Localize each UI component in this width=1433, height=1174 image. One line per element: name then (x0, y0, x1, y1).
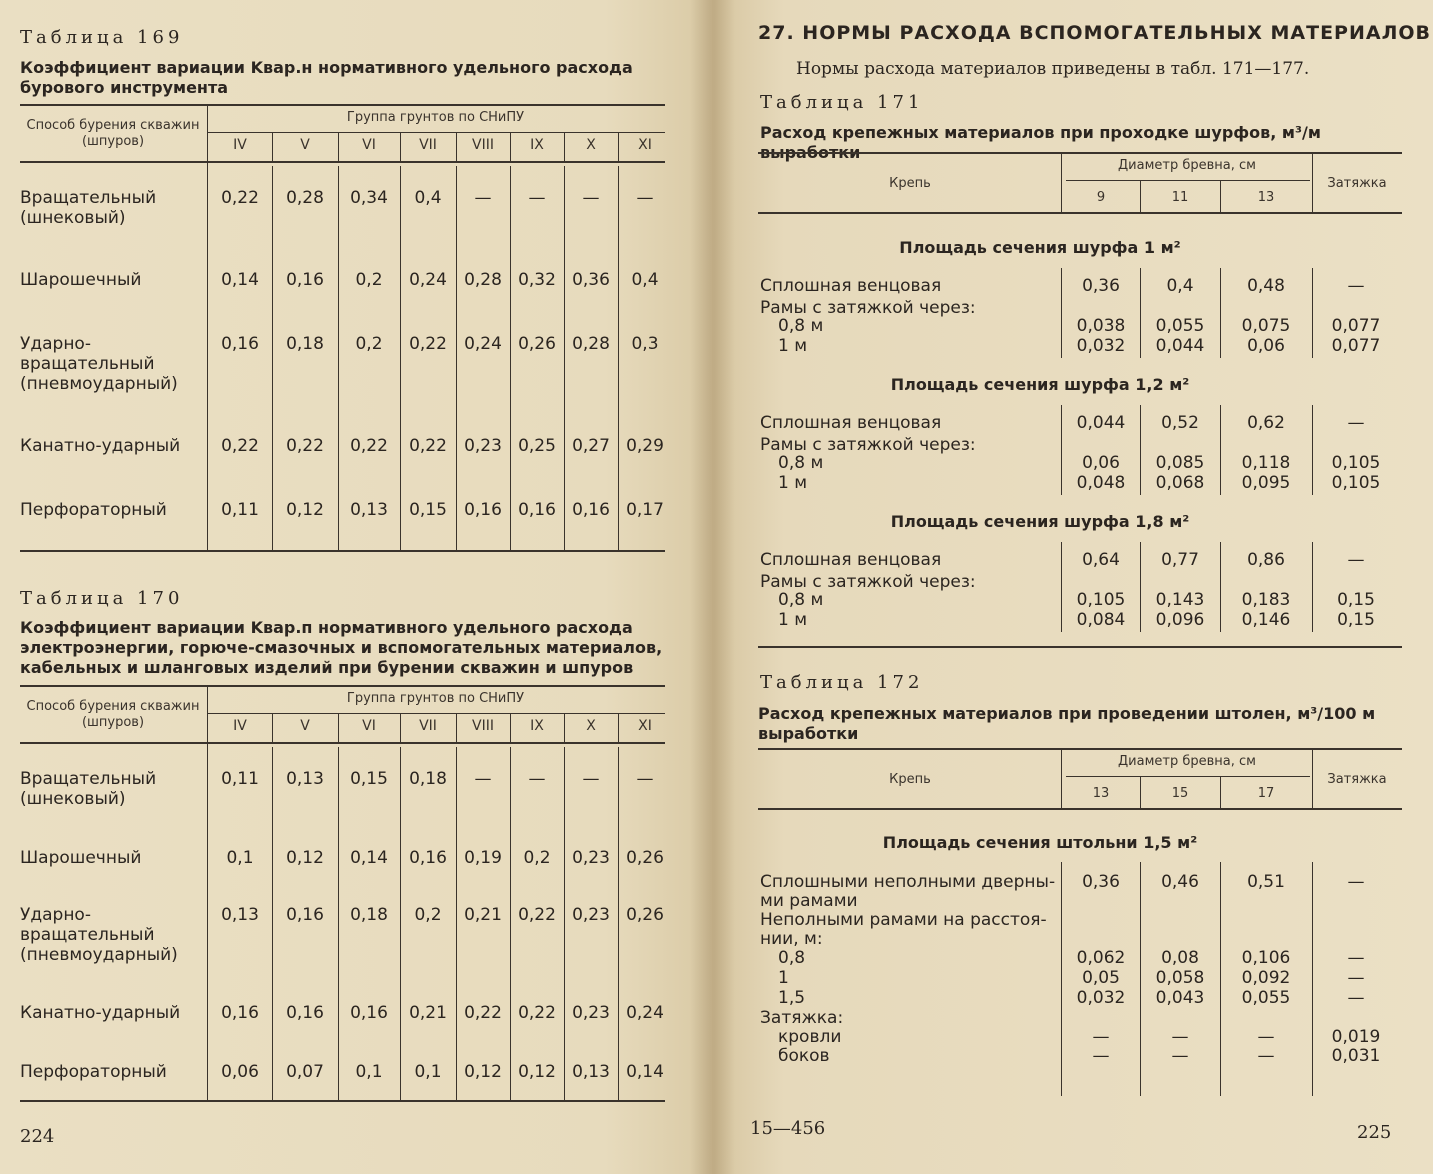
column-divider (338, 166, 339, 550)
table-bottom-rule (758, 646, 1402, 648)
table-cell: 0,23 (572, 1003, 610, 1023)
table-cell: 0,044 (1076, 413, 1126, 433)
table-cell: 0,146 (1241, 610, 1291, 630)
column-divider (456, 132, 457, 161)
table-cell: — (1257, 1027, 1275, 1047)
table-cell: 0,24 (409, 270, 447, 290)
table-cell: 0,105 (1331, 473, 1381, 493)
table-cell: 0,16 (572, 500, 610, 520)
column-divider (400, 713, 401, 742)
diameter-column-header: Диаметр бревна, см (1118, 754, 1256, 769)
section-heading (758, 22, 1431, 44)
table-cell: 0,12 (464, 1062, 502, 1082)
table-cell: 0,2 (414, 905, 442, 925)
method-column-header: Способ бурения скважин (шпуров) (26, 118, 200, 149)
column-divider (1061, 152, 1062, 212)
table-top-rule (758, 152, 1402, 154)
table-cell: 0,12 (518, 1062, 556, 1082)
table-cell: 0,038 (1076, 316, 1126, 336)
table-cell: 0,095 (1241, 473, 1291, 493)
group-numeral: VI (362, 718, 376, 734)
table-cell: 0,16 (350, 1003, 388, 1023)
section-title: Площадь сечения шурфа 1 м² (899, 238, 1181, 257)
column-divider (618, 713, 619, 742)
table-cell: 0,15 (350, 769, 388, 789)
table-cell: 0,105 (1331, 453, 1381, 473)
group-numeral: IX (530, 137, 544, 153)
table-cell: 0,085 (1155, 453, 1205, 473)
group-header-rule (208, 713, 665, 714)
table-row-label: кровли (778, 1027, 842, 1047)
table-cell: 0,16 (518, 500, 556, 520)
table-row-label: Ударно-вращательный (пневмоударный) (20, 905, 178, 965)
table-cell: 0,055 (1155, 316, 1205, 336)
table-cell: 0,18 (350, 905, 388, 925)
table-row-label: Шарошечный (20, 848, 142, 868)
column-divider (456, 713, 457, 742)
table-cell: 0,055 (1241, 988, 1291, 1008)
table-top-rule (20, 104, 665, 106)
table-cell: 0,86 (1247, 550, 1285, 570)
group-numeral: V (300, 718, 310, 734)
table-cell: 0,084 (1076, 610, 1126, 630)
table-row-label: Сплошными неполными дверны- (760, 872, 1056, 892)
table-row-label: 0,8 м (778, 590, 824, 610)
table-cell: — (1347, 968, 1365, 988)
table-cell: 0,075 (1241, 316, 1291, 336)
table-171-title: Расход крепежных материалов при проходке шурфов, м³/м выработки (760, 123, 1321, 162)
table-cell: 0,14 (350, 848, 388, 868)
table-170-title: Коэффициент вариации Kвар.п нормативного удельного расхода электроэнергии, горюче-смазочных и вспомогательных материалов, кабельных и шланговых изделий при бурении скважин и шпуров (20, 618, 663, 677)
group-numeral: X (586, 137, 596, 153)
column-divider (618, 132, 619, 161)
table-row-label: Ударно-вращательный (пневмоударный) (20, 334, 178, 394)
table-cell: 0,28 (572, 334, 610, 354)
table-row-label: Шарошечный (20, 270, 142, 290)
table-cell: 0,28 (464, 270, 502, 290)
table-row-label: Перфораторный (20, 1062, 167, 1082)
table-cell: 0,46 (1161, 872, 1199, 892)
page-number-left: 224 (20, 1126, 55, 1147)
table-cell: 0,106 (1241, 948, 1291, 968)
page-number-right: 225 (1357, 1122, 1392, 1143)
column-divider (510, 713, 511, 742)
table-cell: 0,77 (1161, 550, 1199, 570)
table-row-label: 0,8 м (778, 453, 824, 473)
diameter-value: 15 (1171, 786, 1189, 801)
table-cell: 0,36 (1082, 872, 1120, 892)
group-column-header: Группа грунтов по СНиПУ (346, 691, 525, 706)
table-cell: 0,08 (1161, 948, 1199, 968)
group-header-rule (208, 132, 665, 133)
table-cell: 0,36 (572, 270, 610, 290)
table-171-label: Таблица 171 (760, 92, 924, 113)
header-bottom-rule (20, 161, 665, 163)
group-numeral: XI (638, 137, 652, 153)
table-row-label: Рамы с затяжкой через: (760, 435, 976, 455)
table-cell: 0,64 (1082, 550, 1120, 570)
diameter-header-rule (1066, 180, 1310, 181)
table-top-rule (758, 748, 1402, 750)
column-divider (1140, 776, 1141, 808)
table-cell: 0,21 (464, 905, 502, 925)
group-numeral: VIII (472, 137, 494, 153)
column-divider (564, 713, 565, 742)
section-heading-text: НОРМЫ РАСХОДА ВСПОМОГАТЕЛЬНЫХ МАТЕРИАЛОВ (802, 22, 1431, 44)
table-cell: 0,058 (1155, 968, 1205, 988)
table-cell: 0,26 (518, 334, 556, 354)
table-cell: 0,4 (414, 188, 442, 208)
group-numeral: VII (419, 137, 437, 153)
table-top-rule (20, 685, 665, 687)
table-cell: 0,13 (286, 769, 324, 789)
table-cell: — (474, 769, 492, 789)
table-cell: 0,26 (626, 905, 664, 925)
table-row-label: 0,8 м (778, 316, 824, 336)
table-cell: 0,096 (1155, 610, 1205, 630)
table-cell: — (1171, 1046, 1189, 1066)
section-title: Площадь сечения штольни 1,5 м² (882, 833, 1198, 852)
table-cell: 0,16 (286, 270, 324, 290)
table-row-label: боков (778, 1046, 830, 1066)
column-divider (1140, 180, 1141, 212)
table-cell: 0,22 (464, 1003, 502, 1023)
table-cell: — (1347, 948, 1365, 968)
table-row-label: Канатно-ударный (20, 1003, 181, 1023)
table-cell: 0,23 (572, 905, 610, 925)
table-cell: 0,23 (572, 848, 610, 868)
table-cell: 0,28 (286, 188, 324, 208)
zatyazhka-column-header: Затяжка (1327, 176, 1387, 191)
table-cell: 0,019 (1331, 1027, 1381, 1047)
table-cell: 0,34 (350, 188, 388, 208)
table-cell: — (528, 769, 546, 789)
table-row-label: Вращательный (шнековый) (20, 188, 157, 228)
table-cell: 0,12 (286, 848, 324, 868)
table-cell: 0,06 (1082, 453, 1120, 473)
table-cell: 0,16 (286, 1003, 324, 1023)
table-cell: 0,48 (1247, 276, 1285, 296)
group-numeral: X (586, 718, 596, 734)
table-cell: 0,12 (286, 500, 324, 520)
table-cell: 0,52 (1161, 413, 1199, 433)
table-cell: 0,06 (1247, 336, 1285, 356)
table-cell: 0,22 (221, 188, 259, 208)
table-cell: 0,183 (1241, 590, 1291, 610)
section-title: Площадь сечения шурфа 1,8 м² (890, 512, 1190, 531)
table-cell: 0,1 (226, 848, 254, 868)
column-divider (1061, 748, 1062, 808)
diameter-header-rule (1066, 776, 1310, 777)
table-cell: 0,26 (626, 848, 664, 868)
table-cell: 0,17 (626, 500, 664, 520)
table-bottom-rule (20, 550, 665, 552)
table-cell: 0,4 (1166, 276, 1194, 296)
table-cell: — (1257, 1046, 1275, 1066)
table-cell: — (1347, 872, 1365, 892)
table-cell: 0,22 (409, 334, 447, 354)
column-divider (272, 713, 273, 742)
column-divider (338, 713, 339, 742)
table-cell: 0,2 (355, 270, 383, 290)
book-gutter (690, 0, 735, 1174)
table-cell: 0,118 (1241, 453, 1291, 473)
header-bottom-rule (758, 212, 1402, 214)
table-cell: 0,15 (1337, 590, 1375, 610)
table-cell: 0,62 (1247, 413, 1285, 433)
table-row-label: Сплошная венцовая (760, 413, 942, 433)
table-cell: 0,16 (464, 500, 502, 520)
table-row-label: Канатно-ударный (20, 436, 181, 456)
table-cell: 0,22 (518, 905, 556, 925)
krep-column-header: Крепь (889, 772, 931, 787)
diameter-column-header: Диаметр бревна, см (1118, 158, 1256, 173)
table-cell: — (1347, 988, 1365, 1008)
group-column-header: Группа грунтов по СНиПУ (346, 110, 525, 125)
table-cell: 0,36 (1082, 276, 1120, 296)
table-row-label: Неполными рамами на расстоя- (760, 910, 1047, 930)
table-cell: 0,2 (523, 848, 551, 868)
table-cell: 0,048 (1076, 473, 1126, 493)
table-cell: 0,22 (518, 1003, 556, 1023)
table-cell: 0,21 (409, 1003, 447, 1023)
table-row-label: Сплошная венцовая (760, 276, 942, 296)
table-row-label: Перфораторный (20, 500, 167, 520)
column-divider (510, 166, 511, 550)
table-row-label: Сплошная венцовая (760, 550, 942, 570)
table-cell: 0,06 (221, 1062, 259, 1082)
column-divider (272, 166, 273, 550)
column-divider (207, 685, 208, 1100)
table-row-label: Рамы с затяжкой через: (760, 298, 976, 318)
group-numeral: IX (530, 718, 544, 734)
table-cell: 0,13 (572, 1062, 610, 1082)
table-cell: 0,068 (1155, 473, 1205, 493)
table-172-title: Расход крепежных материалов при проведении штолен, м³/100 м выработки (758, 704, 1376, 743)
table-cell: 0,22 (286, 436, 324, 456)
column-divider (400, 166, 401, 550)
table-cell: 0,29 (626, 436, 664, 456)
column-divider (400, 132, 401, 161)
diameter-value: 13 (1257, 190, 1275, 205)
table-cell: 0,22 (409, 436, 447, 456)
table-cell: 0,16 (286, 905, 324, 925)
table-cell: 0,24 (464, 334, 502, 354)
diameter-value: 13 (1092, 786, 1110, 801)
table-cell: 0,27 (572, 436, 610, 456)
table-row-label: Рамы с затяжкой через: (760, 572, 976, 592)
group-numeral: VIII (472, 718, 494, 734)
table-cell: 0,031 (1331, 1046, 1381, 1066)
column-divider (510, 132, 511, 161)
table-cell: — (1347, 413, 1365, 433)
table-cell: — (636, 769, 654, 789)
table-cell: 0,1 (355, 1062, 383, 1082)
table-cell: 0,092 (1241, 968, 1291, 988)
diameter-value: 11 (1171, 190, 1189, 205)
table-cell: 0,16 (221, 1003, 259, 1023)
table-cell: — (1347, 550, 1365, 570)
column-divider (272, 132, 273, 161)
table-cell: — (582, 769, 600, 789)
method-column-header: Способ бурения скважин (шпуров) (26, 699, 200, 730)
column-divider (564, 166, 565, 550)
table-cell: 0,16 (221, 334, 259, 354)
table-cell: — (1092, 1027, 1110, 1047)
table-cell: 0,13 (350, 500, 388, 520)
table-cell: 0,05 (1082, 968, 1120, 988)
zatyazhka-column-header: Затяжка (1327, 772, 1387, 787)
table-cell: 0,043 (1155, 988, 1205, 1008)
column-divider (456, 166, 457, 550)
table-cell: — (1092, 1046, 1110, 1066)
group-numeral: VII (419, 718, 437, 734)
group-numeral: XI (638, 718, 652, 734)
table-cell: 0,077 (1331, 316, 1381, 336)
group-numeral: V (300, 137, 310, 153)
krep-column-header: Крепь (889, 176, 931, 191)
table-cell: 0,18 (286, 334, 324, 354)
table-169-label: Таблица 169 (20, 27, 184, 48)
table-cell: 0,22 (221, 436, 259, 456)
table-cell: 0,077 (1331, 336, 1381, 356)
column-divider (1220, 180, 1221, 212)
column-divider (1220, 776, 1221, 808)
table-cell: 0,32 (518, 270, 556, 290)
table-169-title: Коэффициент вариации Kвар.н нормативного удельного расхода бурового инструмента (20, 58, 633, 97)
table-cell: 0,16 (409, 848, 447, 868)
table-cell: 0,19 (464, 848, 502, 868)
column-divider (618, 166, 619, 550)
column-divider (338, 132, 339, 161)
table-cell: 0,032 (1076, 336, 1126, 356)
table-cell: 0,14 (626, 1062, 664, 1082)
table-cell: 0,15 (409, 500, 447, 520)
table-cell: — (1171, 1027, 1189, 1047)
table-cell: 0,032 (1076, 988, 1126, 1008)
table-cell: 0,044 (1155, 336, 1205, 356)
table-row-label: 1,5 (778, 988, 806, 1008)
table-cell: 0,4 (631, 270, 659, 290)
table-cell: — (528, 188, 546, 208)
table-bottom-rule (20, 1100, 665, 1102)
table-cell: 0,22 (350, 436, 388, 456)
table-cell: — (636, 188, 654, 208)
group-numeral: IV (233, 718, 247, 734)
table-cell: 0,23 (464, 436, 502, 456)
diameter-value: 9 (1096, 190, 1106, 205)
table-cell: 0,11 (221, 500, 259, 520)
table-cell: 0,14 (221, 270, 259, 290)
table-row-label: нии, м: (760, 929, 823, 949)
table-cell: 0,25 (518, 436, 556, 456)
table-cell: 0,18 (409, 769, 447, 789)
section-heading-number: 27. (758, 22, 795, 44)
table-row-label: Вращательный (шнековый) (20, 769, 157, 809)
table-row-label: 1 м (778, 610, 808, 630)
table-cell: 0,24 (626, 1003, 664, 1023)
table-cell: 0,11 (221, 769, 259, 789)
diameter-value: 17 (1257, 786, 1275, 801)
header-bottom-rule (758, 808, 1402, 810)
table-row-label: ми рамами (760, 891, 858, 911)
table-cell: 0,143 (1155, 590, 1205, 610)
table-cell: 0,15 (1337, 610, 1375, 630)
section-title: Площадь сечения шурфа 1,2 м² (890, 375, 1190, 394)
table-cell: 0,062 (1076, 948, 1126, 968)
table-cell: 0,2 (355, 334, 383, 354)
table-cell: 0,51 (1247, 872, 1285, 892)
table-row-label: 1 м (778, 336, 808, 356)
column-divider (207, 104, 208, 550)
table-cell: — (1347, 276, 1365, 296)
table-cell: 0,07 (286, 1062, 324, 1082)
column-divider (1312, 748, 1313, 808)
section-intro: Нормы расхода материалов приведены в табл. 171—177. (796, 59, 1310, 79)
left-page (0, 0, 712, 1174)
table-row-label: Затяжка: (760, 1008, 844, 1028)
header-bottom-rule (20, 742, 665, 744)
group-numeral: VI (362, 137, 376, 153)
table-172-label: Таблица 172 (760, 672, 924, 693)
table-row-label: 1 (778, 968, 789, 988)
group-numeral: IV (233, 137, 247, 153)
table-row-label: 1 м (778, 473, 808, 493)
printer-signature: 15—456 (750, 1118, 826, 1139)
table-cell: — (474, 188, 492, 208)
table-row-label: 0,8 (778, 948, 806, 968)
table-cell: 0,3 (631, 334, 659, 354)
table-cell: 0,105 (1076, 590, 1126, 610)
table-170-label: Таблица 170 (20, 588, 184, 609)
column-divider (1312, 152, 1313, 212)
table-cell: 0,1 (414, 1062, 442, 1082)
table-cell: — (582, 188, 600, 208)
table-cell: 0,13 (221, 905, 259, 925)
column-divider (564, 132, 565, 161)
